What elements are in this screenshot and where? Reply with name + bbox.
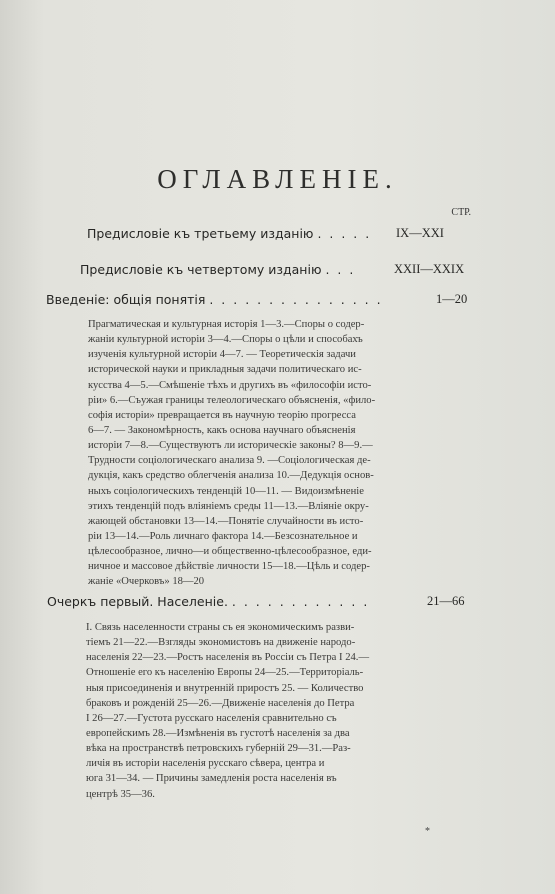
page-title: ОГЛАВЛЕНІЕ. (157, 164, 398, 194)
summary-line: населенія 22—23.—Ростъ населенія въ Россіи съ Петра I 24.— (86, 652, 370, 664)
toc-entry-title: Введеніе: общія понятія (46, 292, 206, 307)
summary-line: жаніи культурной исторіи 3—4.—Споры о цѣли и способахъ (88, 334, 363, 346)
summary-line: тіемъ 21—22.—Взгляды экономистовъ на движеніе народо- (86, 637, 356, 649)
summary-line: Прагматическая и культурная исторія 1—3.—Споры о содер- (88, 319, 365, 330)
summary-line: I 26—27.—Густота русскаго населенія сравнительно съ (86, 712, 337, 724)
summary-line: браковъ и рожденій 25—26.—Движеніе населенія до Петра (86, 697, 355, 709)
page-column-label: СТР. (451, 207, 471, 218)
toc-leader-dots: . . . (325, 262, 356, 277)
summary-line: ныхъ соціологическихъ тенденцій 10—11. — Видоизмѣненіе (88, 485, 364, 497)
summary-line: Трудности соціологическаго анализа 9. —Соціологическая де- (88, 455, 371, 467)
toc-leader-dots: . . . . . (317, 226, 372, 241)
toc-entry-pages: IX—XXI (396, 226, 444, 240)
summary-line: кусства 4—5.—Смѣшеніе тѣхъ и другихъ въ «философіи исто- (88, 379, 372, 391)
summary-line: личія въ исторіи населенія русскаго сѣвера, центра и (86, 758, 325, 770)
introduction-summary (88, 317, 460, 590)
summary-line: этихъ тенденцій подъ вліяніемъ среды 11—13.—Вліяніе окру- (88, 500, 369, 512)
summary-line: жающей обстановки 13—14.—Понятіе случайности въ исто- (88, 515, 364, 527)
toc-leader-dots: . . . . . . . . . . . . . . . (209, 292, 383, 307)
summary-line: вѣка на пространствѣ петровскихъ губерній 29—31.—Раз- (86, 743, 351, 755)
summary-line: цѣлесообразное, лично—и общественно-цѣлесообразное, еди- (88, 546, 372, 558)
summary-line: ріи» 6.—Съужая границы телеологическаго объясненія, «фило- (88, 394, 376, 406)
toc-entry-chapter-one (47, 594, 369, 609)
summary-line: изученія культурной исторіи 4—7. — Теоретическія задачи (88, 349, 356, 361)
toc-entry-introduction (46, 292, 383, 307)
summary-line: I. Связь населенности страны съ ея экономическимъ разви- (86, 622, 355, 633)
toc-entry-pages: 1—20 (436, 292, 468, 306)
toc-entry-pages: XXII—XXIX (394, 262, 465, 276)
summary-line: ничное и массовое дѣйствіе личности 15—18.—Цѣль и содер- (88, 561, 370, 573)
summary-line: исторіи 7—8.—Существуютъ ли историческіе законы? 8—9.— (88, 440, 373, 452)
summary-line: юга 31—34. — Причины замедленія роста населенія въ (86, 773, 337, 785)
toc-entry-title: Предисловіе къ третьему изданію (87, 226, 314, 241)
summary-line: центрѣ 35—36. (86, 788, 155, 800)
toc-entry-title: Предисловіе къ четвертому изданію (80, 262, 322, 277)
toc-leader-dots: . . . . . . . . . . . . (231, 594, 370, 609)
toc-entry-preface-fourth (80, 262, 355, 277)
footer-mark: * (425, 826, 430, 837)
summary-line: 6—7. — Закономѣрность, какъ основа научнаго объясненія (88, 424, 356, 436)
summary-line: исторической науки и прикладныя задачи политическаго ис- (88, 364, 362, 376)
summary-line: жаніе «Очерковъ» 18—20 (88, 576, 205, 588)
summary-line: дукція, какъ средство облегченія анализа 10.—Дедукція основ- (88, 470, 374, 482)
toc-entry-preface-third (87, 226, 371, 241)
summary-line: ріи 13—14.—Роль личнаго фактора 14.—Безсознательное и (88, 530, 358, 542)
toc-entry-title: Очеркъ первый. Населеніе. (47, 594, 228, 609)
summary-line: европейскимъ 28.—Измѣненія въ густотѣ населенія за два (86, 727, 350, 739)
summary-line: ныя присоединенія и внутренній приростъ 25. — Количество (86, 682, 364, 694)
summary-line: Отношеніе его къ населенію Европы 24—25.—Территоріаль- (86, 667, 364, 679)
chapter-one-summary (86, 620, 468, 802)
toc-entry-pages: 21—66 (427, 594, 465, 608)
summary-line: софія исторіи» превращается въ научную теорію прогресса (88, 409, 356, 421)
